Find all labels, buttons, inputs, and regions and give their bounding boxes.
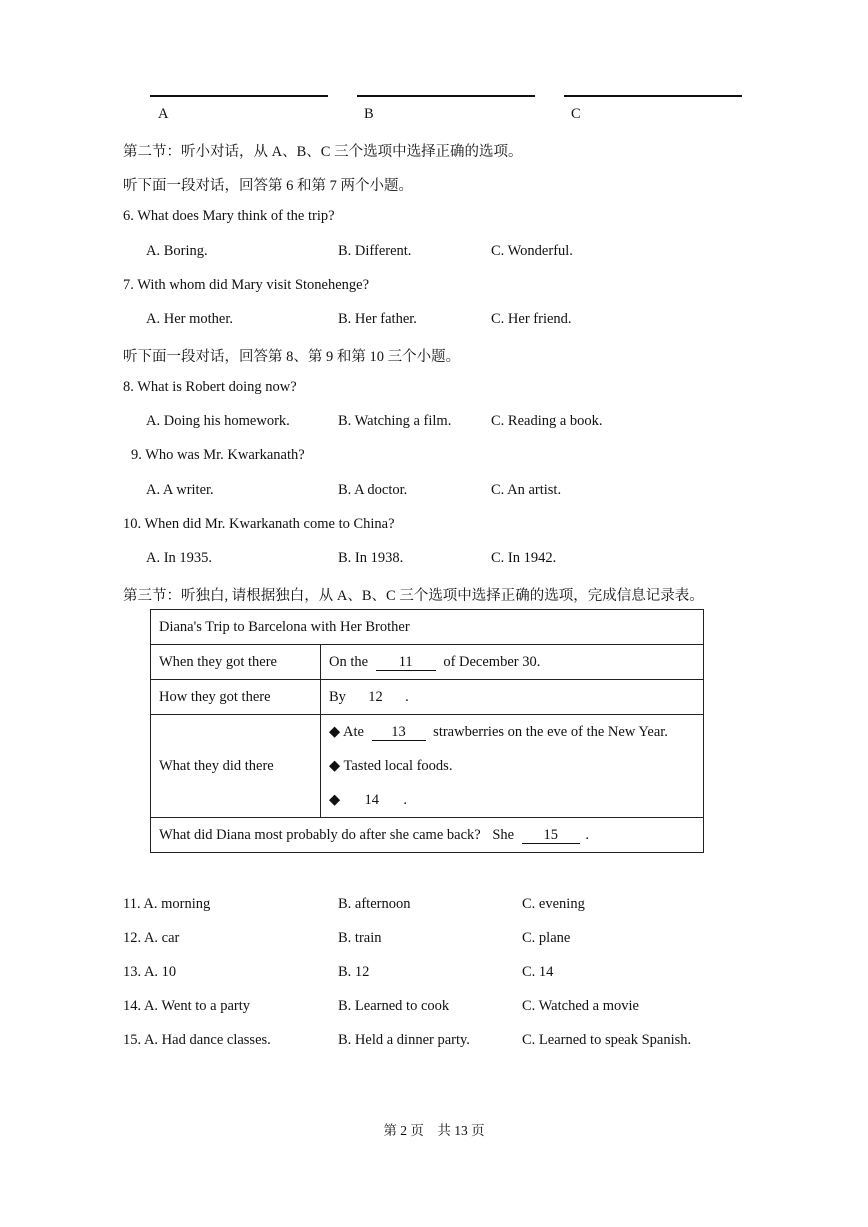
image-a-line bbox=[150, 95, 328, 97]
last-suffix: . bbox=[585, 826, 589, 843]
image-b-label: B bbox=[364, 106, 374, 122]
blank-13[interactable]: 13 bbox=[372, 725, 426, 741]
q10-option-a[interactable]: A. In 1935. bbox=[146, 550, 213, 566]
q9-option-c[interactable]: C. An artist. bbox=[491, 482, 562, 498]
activity-1-suffix: strawberries on the eve of the New Year. bbox=[433, 724, 668, 740]
info-record-table bbox=[150, 609, 704, 853]
how-suffix: . bbox=[405, 688, 409, 705]
q11-option-a[interactable]: 11. A. morning bbox=[123, 896, 211, 912]
activity-line-2 bbox=[329, 749, 695, 783]
q10-option-c[interactable]: C. In 1942. bbox=[491, 550, 557, 566]
q6-option-c[interactable]: C. Wonderful. bbox=[491, 243, 573, 259]
q13-option-a[interactable]: 13. A. 10 bbox=[123, 964, 177, 980]
image-c-label: C bbox=[571, 106, 581, 122]
image-a-label: A bbox=[158, 106, 169, 122]
blank-11[interactable]: 11 bbox=[376, 655, 436, 671]
q13-option-b[interactable]: B. 12 bbox=[338, 964, 370, 980]
q9-option-b[interactable]: B. A doctor. bbox=[338, 482, 408, 498]
when-prefix: On the bbox=[329, 653, 369, 670]
row-last-question bbox=[151, 818, 704, 853]
q7-option-c[interactable]: C. Her friend. bbox=[491, 311, 572, 327]
last-prefix: She bbox=[492, 826, 515, 843]
section2-heading: 第二节：听小对话，从 A、B、C 三个选项中选择正确的选项。 bbox=[123, 144, 523, 160]
blank-15[interactable]: 15 bbox=[522, 828, 580, 844]
q8-option-c[interactable]: C. Reading a book. bbox=[491, 413, 603, 429]
row-value-when bbox=[321, 645, 704, 680]
q12-option-b[interactable]: B. train bbox=[338, 930, 382, 946]
bullet-icon: ◆ bbox=[329, 758, 341, 774]
last-question-text: What did Diana most probably do after she came back? bbox=[159, 826, 481, 843]
activity-3-suffix: . bbox=[403, 792, 408, 808]
page-number-footer: 第 2 页 共 13 页 bbox=[383, 1123, 485, 1138]
q11-option-b[interactable]: B. afternoon bbox=[338, 896, 411, 912]
row-label-when: When they got there bbox=[151, 645, 321, 680]
q7-option-a[interactable]: A. Her mother. bbox=[146, 311, 233, 327]
q15-option-b[interactable]: B. Held a dinner party. bbox=[338, 1032, 470, 1048]
question-9: 9. Who was Mr. Kwarkanath? bbox=[131, 447, 305, 463]
activity-2-text: Tasted local foods. bbox=[343, 758, 453, 774]
q8-option-a[interactable]: A. Doing his homework. bbox=[146, 413, 290, 429]
activity-line-3 bbox=[329, 783, 695, 817]
question-10: 10. When did Mr. Kwarkanath come to China? bbox=[123, 516, 395, 532]
blank-14[interactable]: 14 bbox=[364, 792, 380, 808]
question-6: 6. What does Mary think of the trip? bbox=[123, 208, 335, 224]
bullet-icon: ◆ bbox=[329, 724, 341, 740]
question-8: 8. What is Robert doing now? bbox=[123, 379, 297, 395]
q14-option-b[interactable]: B. Learned to cook bbox=[338, 998, 450, 1014]
q15-option-c[interactable]: C. Learned to speak Spanish. bbox=[522, 1032, 692, 1048]
q14-option-a[interactable]: 14. A. Went to a party bbox=[123, 998, 251, 1014]
activity-1-prefix: Ate bbox=[342, 724, 364, 740]
q11-option-c[interactable]: C. evening bbox=[522, 896, 585, 912]
q6-option-b[interactable]: B. Different. bbox=[338, 243, 412, 259]
row-value-what bbox=[321, 715, 704, 818]
table-title: Diana's Trip to Barcelona with Her Brother bbox=[151, 610, 704, 645]
q13-option-c[interactable]: C. 14 bbox=[522, 964, 554, 980]
section3-heading: 第三节：听独白, 请根据独白，从 A、B、C 三个选项中选择正确的选项，完成信息记录表。 bbox=[123, 588, 704, 604]
q9-option-a[interactable]: A. A writer. bbox=[146, 482, 214, 498]
row-label-what: What they did there bbox=[151, 715, 321, 818]
q10-option-b[interactable]: B. In 1938. bbox=[338, 550, 404, 566]
row-value-how bbox=[321, 680, 704, 715]
activity-line-1 bbox=[329, 715, 695, 749]
image-c-line bbox=[564, 95, 742, 97]
when-suffix: of December 30. bbox=[443, 653, 541, 670]
question-7: 7. With whom did Mary visit Stonehenge? bbox=[123, 277, 370, 293]
q15-option-a[interactable]: 15. A. Had dance classes. bbox=[123, 1032, 271, 1048]
row-label-how: How they got there bbox=[151, 680, 321, 715]
q12-option-c[interactable]: C. plane bbox=[522, 930, 571, 946]
bullet-icon: ◆ bbox=[329, 792, 341, 808]
q14-option-c[interactable]: C. Watched a movie bbox=[522, 998, 639, 1014]
q6-option-a[interactable]: A. Boring. bbox=[146, 243, 208, 259]
how-prefix: By bbox=[329, 688, 346, 705]
blank-12[interactable]: 12 bbox=[368, 688, 383, 705]
image-b-line bbox=[357, 95, 535, 97]
section2-intro-1: 听下面一段对话，回答第 6 和第 7 两个小题。 bbox=[123, 178, 413, 194]
q12-option-a[interactable]: 12. A. car bbox=[123, 930, 180, 946]
q7-option-b[interactable]: B. Her father. bbox=[338, 311, 417, 327]
section2-intro-2: 听下面一段对话，回答第 8、第 9 和第 10 三个小题。 bbox=[123, 349, 461, 365]
q8-option-b[interactable]: B. Watching a film. bbox=[338, 413, 452, 429]
